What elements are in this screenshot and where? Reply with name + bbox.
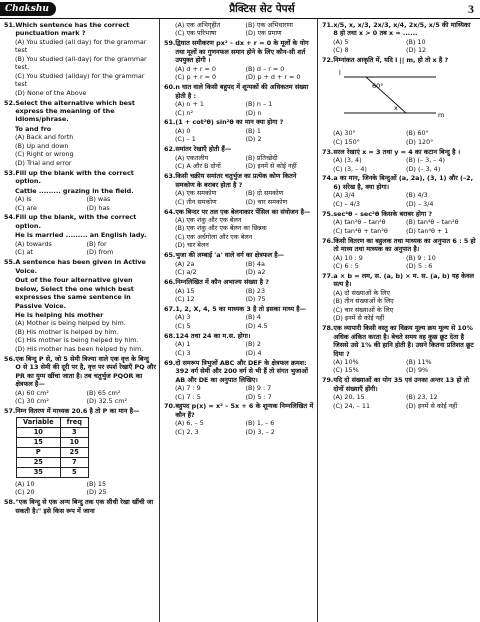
question-block [4, 99, 156, 168]
option: (A) एक अभिगृहीत [175, 21, 221, 29]
option: (C) 30 cm² [15, 396, 49, 405]
option: (B) tan⁴θ – tan²θ [406, 218, 459, 227]
question-text: sec⁴θ – sec²θ किसके बराबर होगा ? [333, 209, 433, 218]
options [164, 154, 314, 171]
question-subtext-2: He is helping his mother [15, 310, 104, 319]
question-text: यदि दो संख्याओं का योग 35 एवं उनका अन्तर 13 हो तो दोनों संख्याएँ होंगी। [333, 376, 470, 393]
question-block [4, 355, 156, 406]
option: (C) 150° [333, 137, 360, 146]
question-number: 60. [164, 83, 176, 92]
option: (A) Mother is being helped by him. [15, 319, 126, 328]
question-text-row [164, 172, 314, 189]
question-number: 64. [164, 207, 176, 216]
question-block [164, 21, 314, 38]
question-text-row [164, 359, 314, 384]
option: (B) दो समकोण [245, 189, 284, 198]
option: (B) 4/3 [406, 191, 428, 200]
question-block [164, 118, 314, 143]
options [322, 129, 477, 146]
question-text: Fill up the blank, with the correct option. [15, 213, 137, 230]
question-block [164, 305, 314, 330]
column-middle [160, 19, 318, 622]
option: (C) – 1 [175, 135, 196, 144]
question-block [322, 324, 477, 375]
table-cell: 10 [60, 438, 88, 448]
option: (A) is [15, 195, 32, 204]
question-text-row [4, 99, 156, 124]
option: (C) 5 [175, 321, 191, 330]
question-number: 62. [164, 145, 176, 154]
question-block [322, 21, 477, 55]
question-text-row [164, 208, 314, 216]
question-number: 67. [164, 305, 176, 313]
question-subtext: He is married ......... an English lady. [15, 231, 147, 240]
option: (A) d + r = 0 [175, 64, 216, 73]
question-number: 51. [4, 21, 16, 29]
options [164, 384, 314, 401]
option: (D) एक प्रमाण [245, 29, 282, 38]
question-number: 52. [4, 98, 16, 107]
table-cell: 10 [17, 428, 61, 438]
options [164, 21, 314, 38]
options [164, 260, 314, 277]
question-block [4, 21, 156, 97]
question-block [4, 258, 156, 353]
option: (C) एक अर्धगोला और एक बेलन [175, 232, 253, 241]
option: (D) n [245, 108, 262, 117]
option: (D) 120° [406, 137, 434, 146]
question-text-row [322, 376, 477, 393]
option: (D) a2 [245, 268, 266, 277]
option: (A) towards [15, 239, 52, 248]
options [164, 127, 314, 144]
parallel-lines-figure [336, 67, 446, 125]
options [164, 313, 314, 330]
question-text-row [4, 258, 156, 275]
question-number: 76. [322, 236, 334, 245]
option: (A) एक शंकु और एक बेलन [175, 215, 242, 224]
option: (D) from [86, 248, 114, 257]
options [322, 38, 477, 55]
options [4, 319, 156, 353]
option: (B) was [86, 195, 111, 204]
question-text-row [322, 210, 477, 218]
question-text-row [4, 21, 156, 38]
question-text-row [4, 169, 156, 186]
option: (C) are [15, 203, 37, 212]
options [322, 218, 477, 235]
option: (B) 10 [406, 37, 426, 46]
option: (C) – 4/3 [333, 199, 360, 208]
option: (D) इनमें से कोई नहीं [245, 162, 297, 171]
question-number: 63. [164, 172, 176, 181]
options [164, 189, 314, 206]
question-block [164, 83, 314, 117]
question-number: 70. [164, 402, 176, 411]
options [322, 156, 477, 173]
option: (D) None of the Above [15, 88, 87, 97]
option: (A) (3, 4) [333, 156, 362, 165]
table-cell: 15 [17, 438, 61, 448]
question-block [322, 376, 477, 410]
question-number: 77. [322, 271, 334, 280]
question-text: भुजा की लम्बाई 'a' वाले वर्ग का क्षेत्रफल है— [175, 251, 285, 260]
option: (B) 4 [245, 313, 261, 322]
question-text-row [322, 272, 477, 289]
question-number: 78. [322, 324, 334, 333]
option: (D) 32.5 cm² [86, 396, 128, 405]
question-number: 59. [164, 39, 176, 48]
question-block [164, 359, 314, 401]
options [322, 289, 477, 323]
question-text-row [164, 145, 314, 153]
option: (D) (– 3, 4) [406, 164, 441, 173]
option: (B) 9 : 10 [406, 253, 436, 262]
option: (B) 65 cm² [86, 388, 121, 397]
option: (D) 75 [245, 295, 266, 304]
table-row [17, 448, 89, 458]
columns [0, 19, 480, 622]
question-text: बहुपद p(x) = x² – 5x + 6 के शून्यक निम्नलिखित में कौन हैं? [175, 402, 314, 419]
option: (D) 3, – 2 [245, 427, 275, 436]
question-number: 55. [4, 258, 16, 267]
options [4, 389, 156, 406]
question-subtext: To and fro [15, 124, 52, 133]
question-number: 66. [164, 278, 176, 287]
option: (B) 9 : 7 [245, 384, 272, 393]
option: (C) 2, 3 [175, 427, 199, 436]
option: (C) 12 [175, 295, 195, 304]
option: (B) His mother is helped by him. [15, 327, 119, 336]
option: (C) You studied (allday) for the grammar test [15, 71, 145, 89]
question-text: 124 तथा 24 का म.स. होगा। [175, 331, 251, 340]
question-text-row [4, 407, 156, 415]
option: (A) n + 1 [175, 100, 204, 109]
question-number: 73. [322, 147, 334, 156]
question-block [322, 210, 477, 235]
option: (D) 5 : 7 [245, 392, 272, 401]
option: (C) 20 [15, 488, 35, 497]
question-block [164, 145, 314, 170]
question-text-row [322, 56, 477, 64]
table-cell: 35 [17, 467, 61, 477]
option: (D) 2 [245, 135, 262, 144]
question-number: 72. [322, 56, 334, 65]
table-cell: 3 [60, 428, 88, 438]
question-text: किसी वितरण का बहुलक तथा माध्यक का अनुपात 6 : 5 हो तो माध्य तथा माध्यक का अनुपात है। [333, 236, 476, 254]
option: (A) tan²θ – tan⁴θ [333, 218, 386, 227]
option: (C) p + r = 0 [175, 73, 217, 82]
options [4, 38, 156, 97]
table-cell: 25 [17, 457, 61, 467]
option: (A) 20, 15 [333, 393, 365, 402]
option: (B) 23 [245, 286, 266, 295]
option: (A) 10% [333, 358, 359, 366]
question-block [164, 251, 314, 276]
options [164, 419, 314, 436]
option: (A) Back and forth [15, 133, 74, 142]
option: (B) तीन संख्याओं के लिए [333, 297, 394, 306]
option: (A) 6, – 5 [175, 419, 204, 428]
column-right [318, 19, 480, 622]
options [164, 287, 314, 304]
question-text-row [164, 118, 314, 126]
option: (A) 7 : 9 [175, 384, 201, 393]
option: (B) 1, – 6 [245, 419, 275, 428]
option: (B) एक अभिधारणा [245, 21, 293, 29]
question-text: Fill up the blank with the correct option. [15, 168, 134, 186]
option: (B) 4a [245, 259, 265, 268]
option: (A) दो संख्याओं के लिए [333, 288, 390, 297]
option: (C) n² [175, 108, 194, 117]
option: (B) (– 3, – 4) [406, 156, 446, 165]
option: (C) 3 [175, 348, 191, 357]
option: (A) 3/4 [333, 191, 355, 200]
question-text-row [322, 324, 477, 358]
option: (D) 25 [86, 488, 107, 497]
table-row [17, 438, 89, 448]
question-text: Which sentence has the correct punctuation mark ? [15, 21, 130, 38]
table-cell: 25 [60, 448, 88, 458]
option: (A) 5 [333, 37, 349, 46]
question-text-row [164, 39, 314, 64]
logo: Chakshu [0, 2, 56, 16]
options [4, 240, 156, 257]
question-text-row [4, 213, 156, 230]
question-text: सरल रेखाएं x = 3 तथा y = 4 का कटान बिन्दु है । [333, 147, 461, 156]
question-text: निम्नांकत आकृति में, यदि l || m, हो तो x है ? [333, 56, 449, 65]
table-header-cell: Variable [17, 418, 61, 428]
table-cell: 7 [60, 457, 88, 467]
question-text: द्विघात समीकरण px² – dx + r = 0 के मूलों के योग तथा मूलों का गुणनफल समान होने के लिए कौन-सी शर्त उपयुक्त होगी । [175, 39, 309, 65]
option: (D) 4 [245, 348, 262, 357]
option: (A) 30° [333, 129, 356, 138]
option: (C) at [15, 248, 33, 257]
question-text-row [4, 355, 156, 389]
question-block [322, 148, 477, 173]
question-text: निम्नलिखित में कौन अभाज्य संख्या है ? [175, 278, 269, 287]
option: (D) 5 : 6 [406, 262, 433, 271]
question-text: A sentence has been given in Active Voice. [15, 258, 146, 275]
question-text: 1, 2, X, 4, 5 का माध्यक 3 है तो इसका माध्य है— [175, 305, 307, 313]
question-block [322, 174, 477, 208]
question-number: 68. [164, 331, 176, 340]
option: (D) has [86, 203, 110, 212]
question-block [164, 172, 314, 206]
question-block [4, 498, 156, 515]
question-number: 75. [322, 209, 334, 218]
question-text-row [164, 83, 314, 100]
option: (D) 12 [406, 46, 427, 55]
page-header [0, 0, 480, 19]
option: (B) n – 1 [245, 100, 273, 109]
label-l: l [339, 68, 341, 77]
table-header-cell: freq [60, 418, 88, 428]
question-block [4, 169, 156, 212]
option: (A) 10 : 9 [333, 253, 363, 262]
angle-label: 60° [372, 81, 384, 90]
option: (C) Right or wrong [15, 150, 74, 159]
question-text: "एक बिन्दु से एक अन्य बिन्दु तक एक सीधी रेखा खींची जा सकती है।" इसे किस रूप में जाना [15, 498, 154, 515]
options [164, 65, 314, 82]
option: (C) A और B दोनों [175, 162, 221, 171]
question-text-row [164, 332, 314, 340]
question-number: 69. [164, 358, 176, 367]
option: (C) tan⁴θ + tan²θ [333, 226, 388, 235]
option: (C) तीन समकोण [175, 197, 217, 206]
question-block [322, 237, 477, 271]
option: (D) – 3/4 [406, 199, 434, 208]
option: (B) Up and down [15, 141, 69, 150]
option: (D) p + d + r = 0 [245, 73, 301, 82]
table-row [17, 457, 89, 467]
options [164, 216, 314, 250]
question-text: x/5, x, x/3, 2x/3, x/4, 2x/5, x/5 की माध्यिका 8 हो तथा x > 0 तब x = ...... [333, 21, 471, 38]
option: (C) 15% [333, 366, 359, 375]
option: (D) Trial and error [15, 158, 72, 167]
page-title: प्रैक्टिस सेट पेपर्स [229, 3, 295, 15]
angle-x-label: x [394, 103, 398, 112]
question-block [164, 332, 314, 357]
option: (B) d – r = 0 [245, 64, 285, 73]
option: (A) एक समकोण [175, 189, 217, 198]
question-subtext: Cattle ......... grazing in the field. [15, 186, 134, 195]
options [322, 393, 477, 410]
question-block [164, 278, 314, 303]
question-text: किसी चक्रीय समांतर चतुर्भुज का प्रत्येक कोण कितने समकोण के बराबर होता है ? [175, 172, 297, 189]
option: (C) 6 : 5 [333, 262, 359, 271]
question-number: 56. [4, 354, 16, 363]
question-subtext: Out of the four alternative given below, Select the one which best expresses the same sentence in Passive Voice. [15, 276, 134, 310]
question-text: a × b = लम, स. (a, b) × म. स. (a, b) यह केवल सत्य है। [333, 271, 474, 289]
question-block [164, 402, 314, 436]
option: (D) चार समकोण [245, 197, 288, 206]
question-text: (1 + cot²θ) sin²θ का मान क्या होगा ? [175, 118, 284, 127]
question-text-row [164, 402, 314, 419]
question-number: 74. [322, 174, 334, 183]
question-number: 71. [322, 21, 334, 29]
options [4, 480, 156, 497]
question-text-row [164, 305, 314, 313]
option: (D) इनमें से कोई नहीं [333, 314, 385, 323]
option: (D) His mother has been helped by him. [15, 344, 144, 353]
option: (A) 1 [175, 340, 191, 349]
question-text-row [322, 174, 477, 191]
option: (C) a/2 [175, 268, 197, 277]
option: (B) 23, 12 [406, 393, 438, 402]
question-text-row [322, 148, 477, 156]
options [164, 100, 314, 117]
option: (C) (3, – 4) [333, 164, 367, 173]
option: (B) 11% [406, 358, 432, 366]
question-block [164, 39, 314, 81]
question-number: 65. [164, 251, 176, 260]
question-block [4, 213, 156, 256]
question-text-row [322, 21, 477, 38]
question-text-row [164, 251, 314, 259]
option: (D) 4.5 [245, 321, 268, 330]
table-cell: P [17, 448, 61, 458]
question-text: दो समरूप त्रिभुजों ABC और DEF के क्षेत्रफल क्रमश: 392 वर्ग सेमी और 200 वर्ग से भी हैं तो संगत भुजाओं AB और DE का अनुपात लिखिए। [175, 358, 308, 384]
question-number: 58. [4, 498, 16, 507]
option: (B) प्रतिच्छेदी [245, 153, 278, 162]
question-number: 79. [322, 376, 334, 385]
question-text: n घात वाले किसी बहुपद में शून्यकों की अधिकतम संख्या होती है : [175, 83, 309, 100]
question-number: 57. [4, 406, 16, 415]
question-block [322, 272, 477, 323]
option: (D) tan⁴θ + 1 [406, 226, 449, 235]
option: (B) एक शंकु और एक बेलन का छिन्नक [175, 224, 267, 233]
option: (A) एकतलीय [175, 153, 209, 162]
table-row [17, 467, 89, 477]
question-number: 53. [4, 168, 16, 177]
question-text-row [164, 278, 314, 286]
option: (D) 9% [406, 366, 429, 375]
question-block [164, 208, 314, 250]
option: (A) 2a [175, 259, 195, 268]
options [322, 358, 477, 375]
option: (C) चार संख्याओं के लिए [333, 305, 394, 314]
question-text: एक बिन्दु P से, जो 5 सेमी त्रिज्या वाले एक वृत्त के बिन्दु O से 13 सेमी की दूरी पर है, वृत्त पर स्पर्श रेखाएँ PQ और PR का युग्म खींचा जाता है। तब चतुर्भुज PQOR का क्षेत्रफल है— [15, 354, 156, 389]
question-block [4, 407, 156, 497]
option: (A) 10 [15, 479, 35, 488]
question-text: a का मान, जिनके बिन्दुओं (a, 2a), (3, 1) और (–2, 6) संरेख है, क्या होगा। [333, 174, 474, 191]
question-text: Select the alternative which best express the meaning of the idioms/phrase. [15, 98, 135, 124]
options [322, 191, 477, 208]
option: (C) 7 : 5 [175, 392, 201, 401]
option: (B) 1 [245, 126, 261, 135]
option: (C) His mother is being helped by him. [15, 336, 139, 345]
option: (B) for [86, 239, 107, 248]
question-text: निम्न वितरण में माध्यक 20.6 है तो P का मान है— [15, 406, 140, 415]
question-block [322, 56, 477, 146]
option: (C) 8 [333, 46, 349, 55]
option: (B) 2 [245, 340, 261, 349]
option: (B) 15 [86, 479, 107, 488]
options [4, 133, 156, 167]
frequency-table [16, 417, 89, 477]
option: (B) 60° [406, 129, 429, 138]
question-text: एक बिन्दर पर तल एक बेलनाकार पेंसिल का संयोजन है— [175, 207, 311, 216]
option: (B) You studied (all-day) for the grammar test. [15, 54, 147, 72]
table-cell: 5 [60, 467, 88, 477]
options [164, 340, 314, 357]
question-text: समांतर रेखाएँ होती हैं— [175, 145, 232, 154]
table-row [17, 428, 89, 438]
option: (D) इनमें से कोई नहीं [406, 401, 458, 410]
question-text-row [4, 498, 156, 515]
question-number: 61. [164, 118, 176, 127]
option: (D) चार बेलन [175, 241, 209, 250]
option: (A) 0 [175, 126, 191, 135]
options [4, 195, 156, 212]
column-left [0, 19, 160, 622]
option: (C) एक परिभाषा [175, 29, 217, 38]
option: (A) 3 [175, 313, 191, 322]
options [322, 254, 477, 271]
question-text-row [322, 237, 477, 254]
page-number: 3 [467, 1, 474, 16]
option: (A) 15 [175, 286, 195, 295]
option: (A) You studied (all day) for the grammar test [15, 37, 147, 55]
option: (C) 24, – 11 [333, 401, 371, 410]
question-number: 54. [4, 213, 16, 222]
option: (A) 60 cm² [15, 388, 49, 397]
question-text: एक व्यापारी किसी वस्तु का विक्रय मूल्य क्रय मूल्य से 10% अधिक अंकित करता है। बेचते समय वह कुछ छूट देता है जिससे उसे 1% की हानि होती है। उसने कितना प्रतिशत छूट दिया ? [333, 324, 474, 358]
label-m: m [438, 110, 445, 119]
